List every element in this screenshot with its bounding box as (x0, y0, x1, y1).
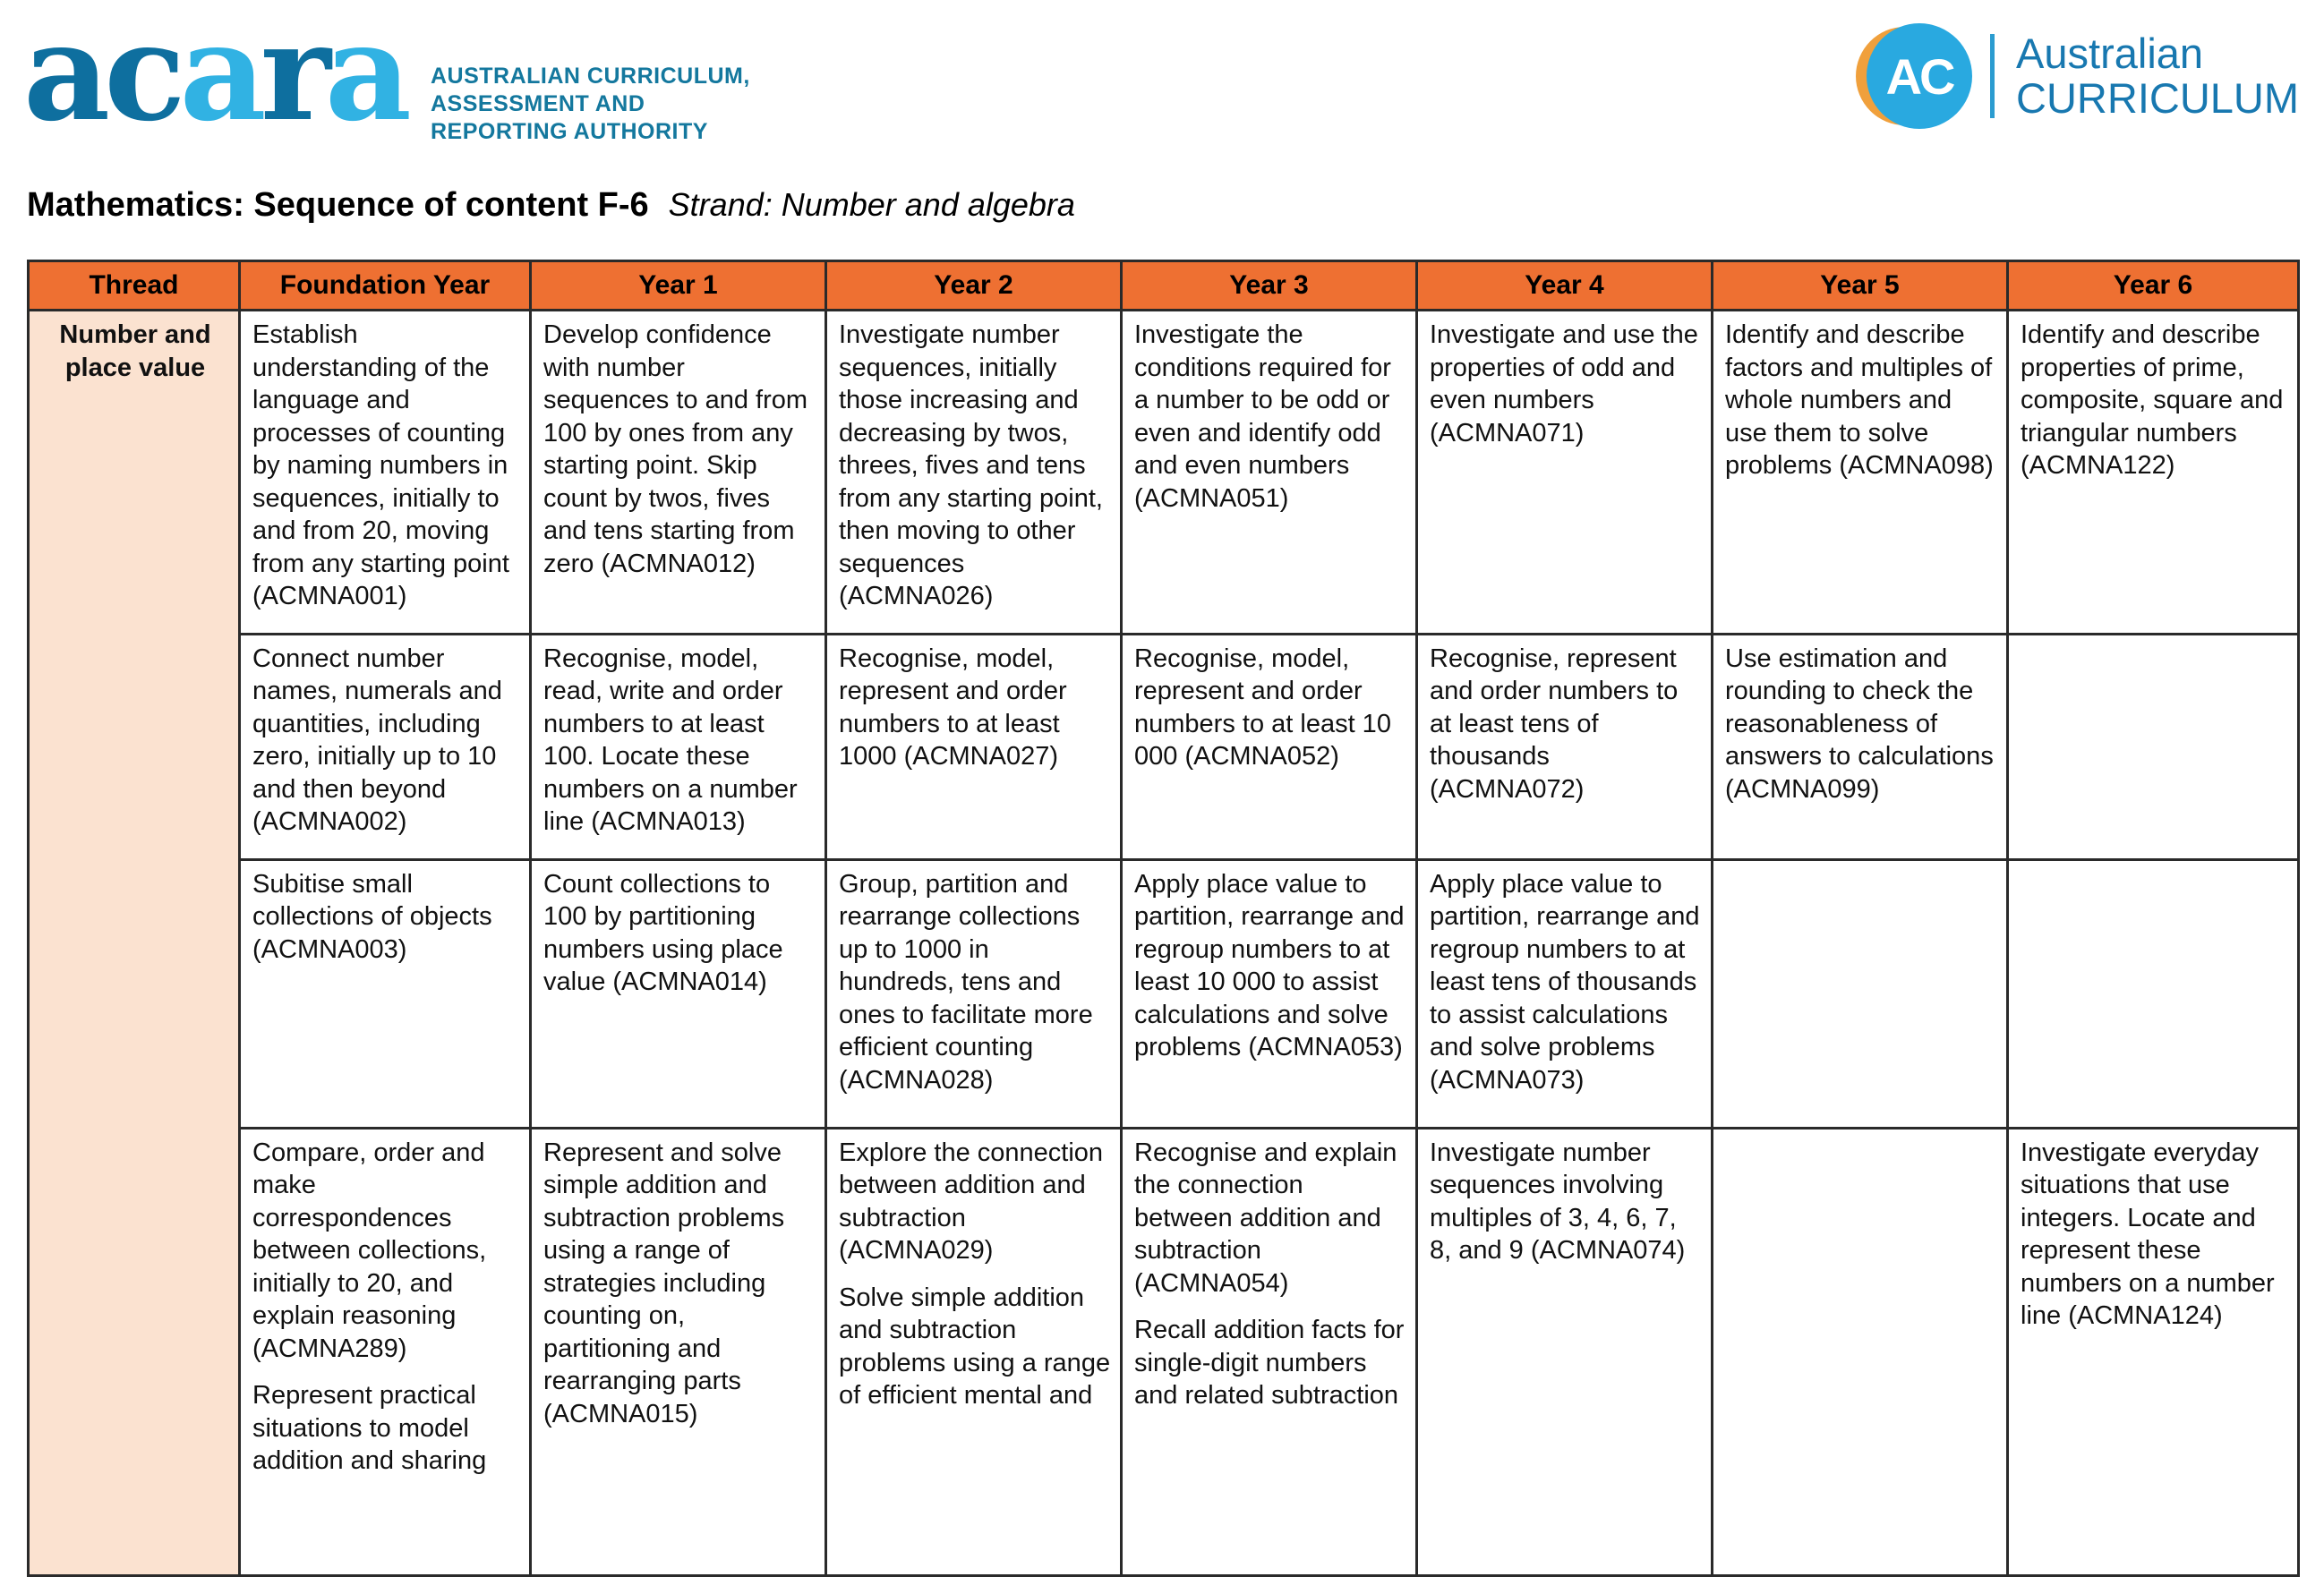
ac-logo-text-line1: Australian (2016, 30, 2204, 77)
content-cell (1122, 634, 1417, 859)
thread-cell (29, 311, 240, 1576)
ac-logo-text (2016, 31, 2299, 121)
content-description: Recognise, model, read, write and order numbers to at least 100. Locate these numbers on a number line (ACMNA013) (543, 644, 798, 836)
content-description: Develop confidence with number sequences to and from 100 by ones from any starting point. Skip count by twos, fives and tens starting from zero (ACMNA012) (543, 320, 808, 578)
ac-logo-text-line2: CURRICULUM (2016, 74, 2299, 122)
content-cell (531, 634, 826, 859)
content-cell-empty (1713, 1128, 2008, 1575)
content-cell (531, 311, 826, 635)
page-title: Mathematics: Sequence of content F-6 (27, 186, 649, 224)
content-description: Investigate everyday situations that use integers. Locate and represent these numbers on a number line (ACMNA124) (2021, 1138, 2275, 1330)
content-description: Recognise, represent and order numbers to at least tens of thousands (ACMNA072) (1430, 644, 1679, 804)
content-description: Count collections to 100 by partitioning numbers using place value (ACMNA014) (543, 869, 783, 996)
acara-letter: a (23, 0, 105, 151)
content-cell (240, 634, 531, 859)
content-cell (240, 859, 531, 1128)
table-row (29, 634, 2299, 859)
content-description: Connect number names, numerals and quantities, including zero, initially up to 10 and then beyond (ACMNA002) (252, 644, 502, 836)
column-header-foundation: Foundation Year (240, 261, 531, 311)
column-header-year2: Year 2 (826, 261, 1122, 311)
column-header-year1: Year 1 (531, 261, 826, 311)
page-subtitle: Strand: Number and algebra (668, 186, 1075, 223)
table-header-row (29, 261, 2299, 311)
acara-tagline-line: AUSTRALIAN CURRICULUM, (430, 64, 750, 89)
column-header-year6: Year 6 (2008, 261, 2299, 311)
content-cell (1713, 634, 2008, 859)
content-description: Subitise small collections of objects (ACMNA003) (252, 869, 492, 964)
content-cell (240, 311, 531, 635)
thread-label: Number and place value (59, 320, 211, 382)
acara-letter: r (260, 0, 325, 151)
content-cell (1122, 311, 1417, 635)
content-cell (1417, 311, 1713, 635)
ac-logo-divider (1990, 34, 1995, 118)
content-description: Represent and solve simple addition and subtraction problems using a range of strategies including counting on, partitioning and rearranging parts (ACMNA015) (543, 1138, 785, 1428)
content-description: Recognise, model, represent and order numbers to at least 1000 (ACMNA027) (839, 644, 1067, 771)
content-description: Recall addition facts for single-digit numbers and related subtraction (1134, 1316, 1405, 1410)
acara-wordmark (23, 0, 406, 151)
ac-logo-icon (1856, 23, 1972, 129)
title-row (27, 186, 1075, 225)
content-cell (240, 1128, 531, 1575)
ac-monogram: AC (1885, 47, 1953, 105)
content-description: Apply place value to partition, rearrange and regroup numbers to at least 10 000 to assist calculations and solve problems (ACMNA053) (1134, 869, 1405, 1061)
acara-logo (23, 0, 750, 151)
content-description: Represent practical situations to model addition and sharing (252, 1381, 487, 1475)
content-cell (826, 859, 1122, 1128)
content-description: Compare, order and make correspondences between collections, initially to 20, and explain reasoning (ACMNA289) (252, 1138, 487, 1363)
content-cell (1417, 859, 1713, 1128)
content-description: Investigate and use the properties of odd and even numbers (ACMNA071) (1430, 320, 1698, 448)
content-description: Investigate the conditions required for a number to be odd or even and identify odd and even numbers (ACMNA051) (1134, 320, 1391, 513)
content-cell-empty (2008, 634, 2299, 859)
content-cell (826, 311, 1122, 635)
acara-tagline (431, 63, 750, 146)
ac-circle-shape (1867, 23, 1972, 129)
content-description: Solve simple addition and subtraction problems using a range of efficient mental and (839, 1283, 1111, 1410)
content-description: Explore the connection between addition and subtraction (ACMNA029) (839, 1138, 1104, 1265)
acara-tagline-line: ASSESSMENT AND (430, 91, 645, 116)
column-header-year5: Year 5 (1713, 261, 2008, 311)
acara-letter: a (179, 0, 261, 151)
table-row (29, 1128, 2299, 1575)
content-cell (1122, 859, 1417, 1128)
content-description: Identify and describe factors and multiples of whole numbers and use them to solve problems (ACMNA098) (1725, 320, 1994, 480)
content-cell (1122, 1128, 1417, 1575)
content-cell (826, 1128, 1122, 1575)
content-description: Group, partition and rearrange collections up to 1000 in hundreds, tens and ones to facilitate more efficient counting (ACMNA028) (839, 869, 1093, 1095)
column-header-thread: Thread (29, 261, 240, 311)
column-header-year3: Year 3 (1122, 261, 1417, 311)
content-cell (826, 634, 1122, 859)
acara-letter: c (104, 0, 180, 151)
australian-curriculum-logo (1856, 23, 2299, 129)
content-description: Apply place value to partition, rearrange and regroup numbers to at least tens of thousands to assist calculations and solve problems (ACMNA073) (1430, 869, 1700, 1095)
content-description: Investigate number sequences involving multiples of 3, 4, 6, 7, 8, and 9 (ACMNA074) (1430, 1138, 1686, 1265)
content-cell-empty (1713, 859, 2008, 1128)
content-description: Identify and describe properties of prime, composite, square and triangular numbers (ACMNA122) (2021, 320, 2284, 480)
content-description: Use estimation and rounding to check the reasonableness of answers to calculations (ACMNA099) (1725, 644, 1994, 804)
content-cell (1713, 311, 2008, 635)
column-header-year4: Year 4 (1417, 261, 1713, 311)
content-cell (2008, 1128, 2299, 1575)
table-row (29, 311, 2299, 635)
table-row (29, 859, 2299, 1128)
sequence-of-content-table (27, 260, 2300, 1577)
content-cell (1417, 634, 1713, 859)
content-description: Recognise, model, represent and order numbers to at least 10 000 (ACMNA052) (1134, 644, 1391, 771)
acara-tagline-line: REPORTING AUTHORITY (430, 119, 708, 144)
content-description: Investigate number sequences, initially those increasing and decreasing by twos, threes, fives and tens from any starting point, then moving to other sequences (ACMNA026) (839, 320, 1103, 610)
content-cell (2008, 311, 2299, 635)
content-cell-empty (2008, 859, 2299, 1128)
content-description: Establish understanding of the language and processes of counting by naming numbers in sequences, initially to and from 20, moving from any starting point (ACMNA001) (252, 320, 509, 610)
content-cell (1417, 1128, 1713, 1575)
content-description: Recognise and explain the connection between addition and subtraction (ACMNA054) (1134, 1138, 1397, 1298)
content-cell (531, 859, 826, 1128)
content-cell (531, 1128, 826, 1575)
acara-letter: a (324, 0, 406, 151)
